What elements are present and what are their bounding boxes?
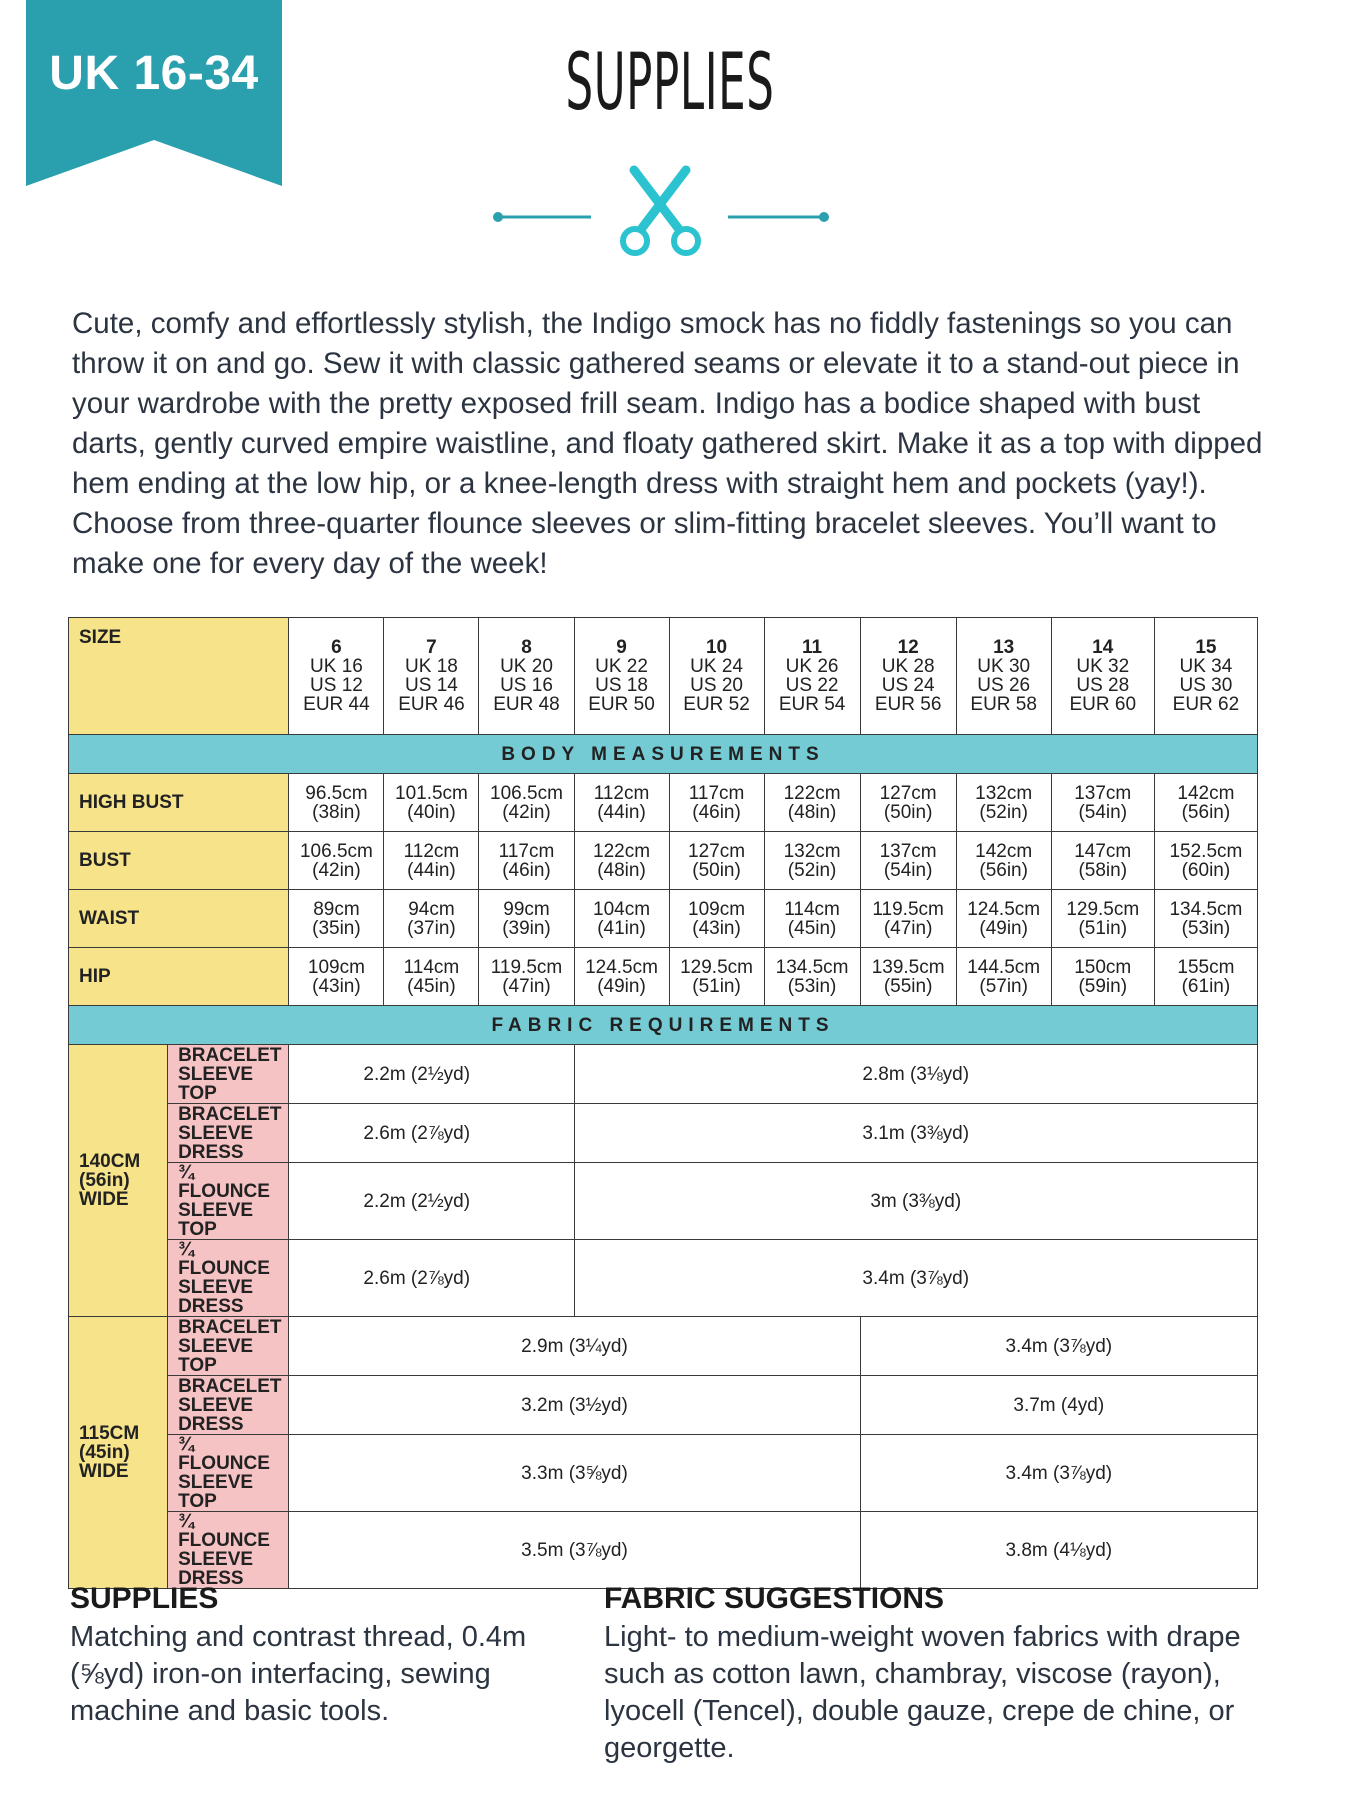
measurement-row: [69, 948, 1258, 1006]
value-in: (45in): [787, 917, 837, 939]
value-cm: 147cm: [1074, 840, 1132, 862]
intro-paragraph: Cute, comfy and effortlessly stylish, the Indigo smock has no fiddly fastenings so you can throw it on and go. Sew it with classic gathered seams or elevate it to a stand-out piece in your wardrobe with the pretty exposed frill seam. Indigo has a bodice shaped with bust darts, gently curved empire waistline, and floaty gathered skirt. Make it as a top with dipped hem ending at the low hip, or a knee-length dress with straight hem and pockets (yay!). Choose from three-quarter flounce sleeves or slim-fitting bracelet sleeves. You’ll want to make one for every day of the week!: [72, 307, 1263, 580]
measurement-cell: [669, 832, 764, 890]
size-us: US 18: [595, 675, 648, 696]
size-eur: EUR 50: [588, 694, 655, 715]
value-in: (46in): [502, 859, 551, 881]
value-in: (44in): [597, 801, 646, 823]
value-cm: 137cm: [879, 840, 937, 862]
value-cm: 137cm: [1074, 782, 1132, 804]
size-column-header: [1154, 618, 1257, 735]
size-eur: EUR 44: [303, 694, 370, 715]
value-in: (54in): [1078, 801, 1128, 823]
measurement-label: HIP: [69, 948, 289, 1006]
supplies-heading: SUPPLIES: [70, 1582, 219, 1615]
value-cm: 89cm: [313, 898, 360, 920]
size-eur: EUR 62: [1172, 694, 1240, 715]
measurement-cell: [956, 774, 1051, 832]
measurement-cell: [384, 948, 479, 1006]
measurement-cell: [289, 774, 384, 832]
fabric-requirements-heading: FABRIC REQUIREMENTS: [69, 1006, 1258, 1045]
value-cm: 114cm: [784, 898, 840, 920]
fabric-qty-smaller-sizes: 2.2m (2½yd): [289, 1163, 574, 1240]
fabric-row: [69, 1435, 1258, 1512]
size-num: 12: [897, 637, 919, 658]
value-in: (45in): [407, 975, 456, 997]
value-in: (53in): [787, 975, 837, 997]
measurement-cell: [574, 948, 669, 1006]
body-measurements-heading: BODY MEASUREMENTS: [69, 735, 1258, 774]
fabric-row: [69, 1317, 1258, 1376]
fabric-row: [69, 1376, 1258, 1435]
value-in: (43in): [692, 917, 741, 939]
size-uk: UK 16: [310, 656, 363, 677]
size-us: US 30: [1179, 675, 1233, 696]
value-in: (52in): [787, 859, 837, 881]
value-cm: 142cm: [1177, 782, 1235, 804]
size-num: 13: [993, 637, 1015, 658]
size-column-header: [669, 618, 764, 735]
measurement-label: BUST: [69, 832, 289, 890]
value-cm: 119.5cm: [872, 898, 944, 920]
size-column-header: [956, 618, 1051, 735]
value-cm: 117cm: [688, 782, 745, 804]
value-cm: 119.5cm: [490, 956, 563, 978]
size-uk: UK 30: [977, 656, 1031, 677]
measurement-cell: [574, 774, 669, 832]
value-in: (57in): [979, 975, 1028, 997]
value-in: (39in): [502, 917, 551, 939]
value-in: (43in): [312, 975, 361, 997]
value-cm: 150cm: [1074, 956, 1132, 978]
size-uk: UK 34: [1179, 656, 1233, 677]
measurement-cell: [384, 890, 479, 948]
measurement-cell: [1051, 948, 1154, 1006]
measurement-cell: [289, 890, 384, 948]
fabric-qty-smaller-sizes: 2.2m (2½yd): [289, 1045, 574, 1104]
measurement-cell: [289, 832, 384, 890]
size-uk: UK 32: [1076, 656, 1130, 677]
measurement-cell: [860, 948, 956, 1006]
size-num: 7: [426, 637, 437, 658]
value-cm: 112cm: [593, 782, 650, 804]
value-in: (46in): [692, 801, 741, 823]
measurement-cell: [384, 774, 479, 832]
measurement-cell: [669, 774, 764, 832]
value-in: (50in): [883, 801, 933, 823]
size-column-header: [479, 618, 574, 735]
value-cm: 142cm: [975, 840, 1033, 862]
value-in: (38in): [312, 801, 361, 823]
value-in: (42in): [312, 859, 361, 881]
size-us: US 16: [500, 675, 553, 696]
value-cm: 129.5cm: [1066, 898, 1140, 920]
size-uk: UK 18: [405, 656, 458, 677]
garment-style-label: ¾ FLOUNCE SLEEVE TOP: [168, 1163, 289, 1240]
value-in: (41in): [597, 917, 646, 939]
size-uk: UK 24: [690, 656, 743, 677]
value-cm: 106.5cm: [299, 840, 373, 862]
fabric-qty-smaller-sizes: 2.9m (3¼yd): [289, 1317, 860, 1376]
size-eur: EUR 48: [493, 694, 560, 715]
size-column-header: [289, 618, 384, 735]
measurement-row: [69, 774, 1258, 832]
size-range-text: UK 16-34: [49, 47, 259, 100]
fabric-row: [69, 1163, 1258, 1240]
fabric-qty-larger-sizes: 3.8m (4⅛yd): [860, 1512, 1257, 1589]
size-us: US 26: [977, 675, 1031, 696]
measurement-cell: [669, 890, 764, 948]
fabric-row: [69, 1240, 1258, 1317]
value-cm: 96.5cm: [305, 782, 368, 804]
size-us: US 20: [690, 675, 743, 696]
scissors-divider-icon: [486, 162, 846, 262]
value-in: (35in): [312, 917, 361, 939]
value-in: (37in): [407, 917, 456, 939]
size-us: US 14: [405, 675, 458, 696]
size-eur: EUR 60: [1069, 694, 1137, 715]
value-in: (42in): [502, 801, 551, 823]
size-num: 14: [1092, 637, 1114, 658]
size-eur: EUR 52: [683, 694, 750, 715]
measurement-cell: [479, 832, 574, 890]
badge-notch: [26, 140, 282, 186]
fabric-row: [69, 1104, 1258, 1163]
measurement-cell: [764, 774, 860, 832]
measurement-cell: [669, 948, 764, 1006]
garment-style-label: BRACELET SLEEVE TOP: [168, 1317, 289, 1376]
garment-style-label: BRACELET SLEEVE DRESS: [168, 1376, 289, 1435]
fabric-qty-larger-sizes: 3.4m (3⅞yd): [860, 1317, 1257, 1376]
measurement-cell: [479, 890, 574, 948]
fabric-qty-smaller-sizes: 3.3m (3⅝yd): [289, 1435, 860, 1512]
size-eur: EUR 58: [970, 694, 1037, 715]
body-measurements-band: [69, 735, 1258, 774]
value-cm: 127cm: [879, 782, 937, 804]
size-us: US 24: [881, 675, 935, 696]
measurement-cell: [479, 948, 574, 1006]
measurement-cell: [1154, 890, 1257, 948]
size-num: 11: [802, 637, 823, 658]
fabric-width-label: 115CM (45in) WIDE: [69, 1317, 168, 1589]
size-column-header: [574, 618, 669, 735]
fabric-width-label: 140CM (56in) WIDE: [69, 1045, 168, 1317]
measurement-cell: [1051, 832, 1154, 890]
value-in: (44in): [407, 859, 456, 881]
value-cm: 104cm: [593, 898, 651, 920]
value-cm: 155cm: [1177, 956, 1235, 978]
value-cm: 101.5cm: [395, 782, 468, 804]
measurement-cell: [956, 948, 1051, 1006]
measurement-cell: [1051, 774, 1154, 832]
value-cm: 134.5cm: [1169, 898, 1243, 920]
size-num: 15: [1195, 637, 1217, 658]
size-num: 9: [616, 637, 627, 658]
size-column-header: [1051, 618, 1154, 735]
value-in: (56in): [1181, 801, 1231, 823]
value-cm: 132cm: [783, 840, 841, 862]
value-in: (48in): [597, 859, 646, 881]
value-in: (55in): [883, 975, 933, 997]
value-in: (54in): [883, 859, 933, 881]
garment-style-label: BRACELET SLEEVE DRESS: [168, 1104, 289, 1163]
size-num: 6: [331, 637, 342, 658]
supplies-section: [70, 1580, 540, 1730]
size-column-header: [764, 618, 860, 735]
fabric-qty-larger-sizes: 3.1m (3⅜yd): [574, 1104, 1258, 1163]
fabric-qty-larger-sizes: 3.4m (3⅞yd): [860, 1435, 1257, 1512]
measurement-cell: [1154, 948, 1257, 1006]
size-uk: UK 22: [595, 656, 648, 677]
garment-style-label: ¾ FLOUNCE SLEEVE TOP: [168, 1435, 289, 1512]
value-in: (61in): [1181, 975, 1231, 997]
fabric-qty-smaller-sizes: 3.2m (3½yd): [289, 1376, 860, 1435]
value-in: (53in): [1181, 917, 1231, 939]
value-in: (51in): [1078, 917, 1128, 939]
measurement-cell: [764, 832, 860, 890]
value-in: (49in): [979, 917, 1028, 939]
fabric-suggestions-section: [604, 1580, 1244, 1767]
size-uk: UK 26: [785, 656, 839, 677]
size-eur: EUR 54: [778, 694, 846, 715]
garment-style-label: ¾ FLOUNCE SLEEVE DRESS: [168, 1240, 289, 1317]
value-in: (50in): [692, 859, 741, 881]
size-chart-table: [68, 617, 1258, 1589]
size-uk: UK 28: [881, 656, 935, 677]
fabric-qty-larger-sizes: 3.7m (4yd): [860, 1376, 1257, 1435]
value-in: (60in): [1181, 859, 1231, 881]
measurement-cell: [1154, 774, 1257, 832]
fabric-qty-larger-sizes: 3m (3⅜yd): [574, 1163, 1258, 1240]
value-cm: 117cm: [498, 840, 555, 862]
value-cm: 109cm: [688, 898, 746, 920]
measurement-cell: [860, 890, 956, 948]
fabric-requirements-band: [69, 1006, 1258, 1045]
value-in: (49in): [597, 975, 646, 997]
measurement-cell: [1051, 890, 1154, 948]
fabric-qty-smaller-sizes: 2.6m (2⅞yd): [289, 1104, 574, 1163]
fabric-row: [69, 1512, 1258, 1589]
value-cm: 106.5cm: [490, 782, 563, 804]
measurement-label: HIGH BUST: [69, 774, 289, 832]
page-title: SUPPLIES: [565, 38, 775, 128]
value-in: (59in): [1078, 975, 1128, 997]
fabric-suggestions-heading: FABRIC SUGGESTIONS: [604, 1582, 945, 1615]
value-cm: 122cm: [783, 782, 841, 804]
value-in: (47in): [502, 975, 551, 997]
size-range-badge: [26, 0, 282, 186]
value-in: (47in): [883, 917, 933, 939]
measurement-row: [69, 832, 1258, 890]
size-us: US 28: [1076, 675, 1130, 696]
measurement-cell: [1154, 832, 1257, 890]
size-us: US 22: [785, 675, 839, 696]
value-cm: 124.5cm: [585, 956, 658, 978]
size-eur: EUR 46: [398, 694, 465, 715]
size-us: US 12: [310, 675, 363, 696]
measurement-cell: [574, 832, 669, 890]
value-cm: 139.5cm: [871, 956, 945, 978]
value-cm: 122cm: [593, 840, 651, 862]
value-cm: 114cm: [403, 956, 460, 978]
fabric-qty-larger-sizes: 2.8m (3⅛yd): [574, 1045, 1258, 1104]
measurement-cell: [479, 774, 574, 832]
measurement-cell: [764, 890, 860, 948]
measurement-cell: [956, 890, 1051, 948]
measurement-cell: [384, 832, 479, 890]
value-cm: 132cm: [975, 782, 1033, 804]
measurement-cell: [860, 774, 956, 832]
measurement-row: [69, 890, 1258, 948]
size-label: SIZE: [69, 618, 289, 735]
value-cm: 144.5cm: [967, 956, 1041, 978]
size-eur: EUR 56: [874, 694, 942, 715]
value-cm: 134.5cm: [775, 956, 849, 978]
value-cm: 127cm: [688, 840, 746, 862]
value-cm: 152.5cm: [1169, 840, 1243, 862]
fabric-row: [69, 1045, 1258, 1104]
fabric-qty-smaller-sizes: 2.6m (2⅞yd): [289, 1240, 574, 1317]
value-cm: 109cm: [307, 956, 365, 978]
garment-style-label: ¾ FLOUNCE SLEEVE DRESS: [168, 1512, 289, 1589]
measurement-cell: [764, 948, 860, 1006]
size-column-header: [384, 618, 479, 735]
size-num: 10: [705, 637, 728, 658]
size-header-row: [69, 618, 1258, 735]
value-in: (40in): [407, 801, 456, 823]
measurement-cell: [289, 948, 384, 1006]
supplies-text: Matching and contrast thread, 0.4m (⅝yd) iron-on interfacing, sewing machine and basic tools.: [70, 1621, 527, 1727]
size-column-header: [860, 618, 956, 735]
fabric-suggestions-text: Light- to medium-weight woven fabrics with drape such as cotton lawn, chambray, viscose (rayon), lyocell (Tencel), double gauze, crepe de chine, or georgette.: [604, 1621, 1241, 1764]
measurement-cell: [956, 832, 1051, 890]
value-in: (58in): [1078, 859, 1128, 881]
value-in: (56in): [979, 859, 1028, 881]
fabric-qty-larger-sizes: 3.4m (3⅞yd): [574, 1240, 1258, 1317]
measurement-cell: [574, 890, 669, 948]
value-cm: 124.5cm: [967, 898, 1041, 920]
measurement-cell: [860, 832, 956, 890]
fabric-qty-smaller-sizes: 3.5m (3⅞yd): [289, 1512, 860, 1589]
value-in: (52in): [979, 801, 1028, 823]
value-cm: 129.5cm: [680, 956, 753, 978]
value-cm: 99cm: [503, 898, 550, 920]
size-uk: UK 20: [500, 656, 553, 677]
value-cm: 94cm: [408, 898, 455, 920]
value-in: (48in): [787, 801, 837, 823]
value-cm: 112cm: [403, 840, 460, 862]
value-in: (51in): [692, 975, 741, 997]
garment-style-label: BRACELET SLEEVE TOP: [168, 1045, 289, 1104]
size-num: 8: [521, 637, 532, 658]
measurement-label: WAIST: [69, 890, 289, 948]
